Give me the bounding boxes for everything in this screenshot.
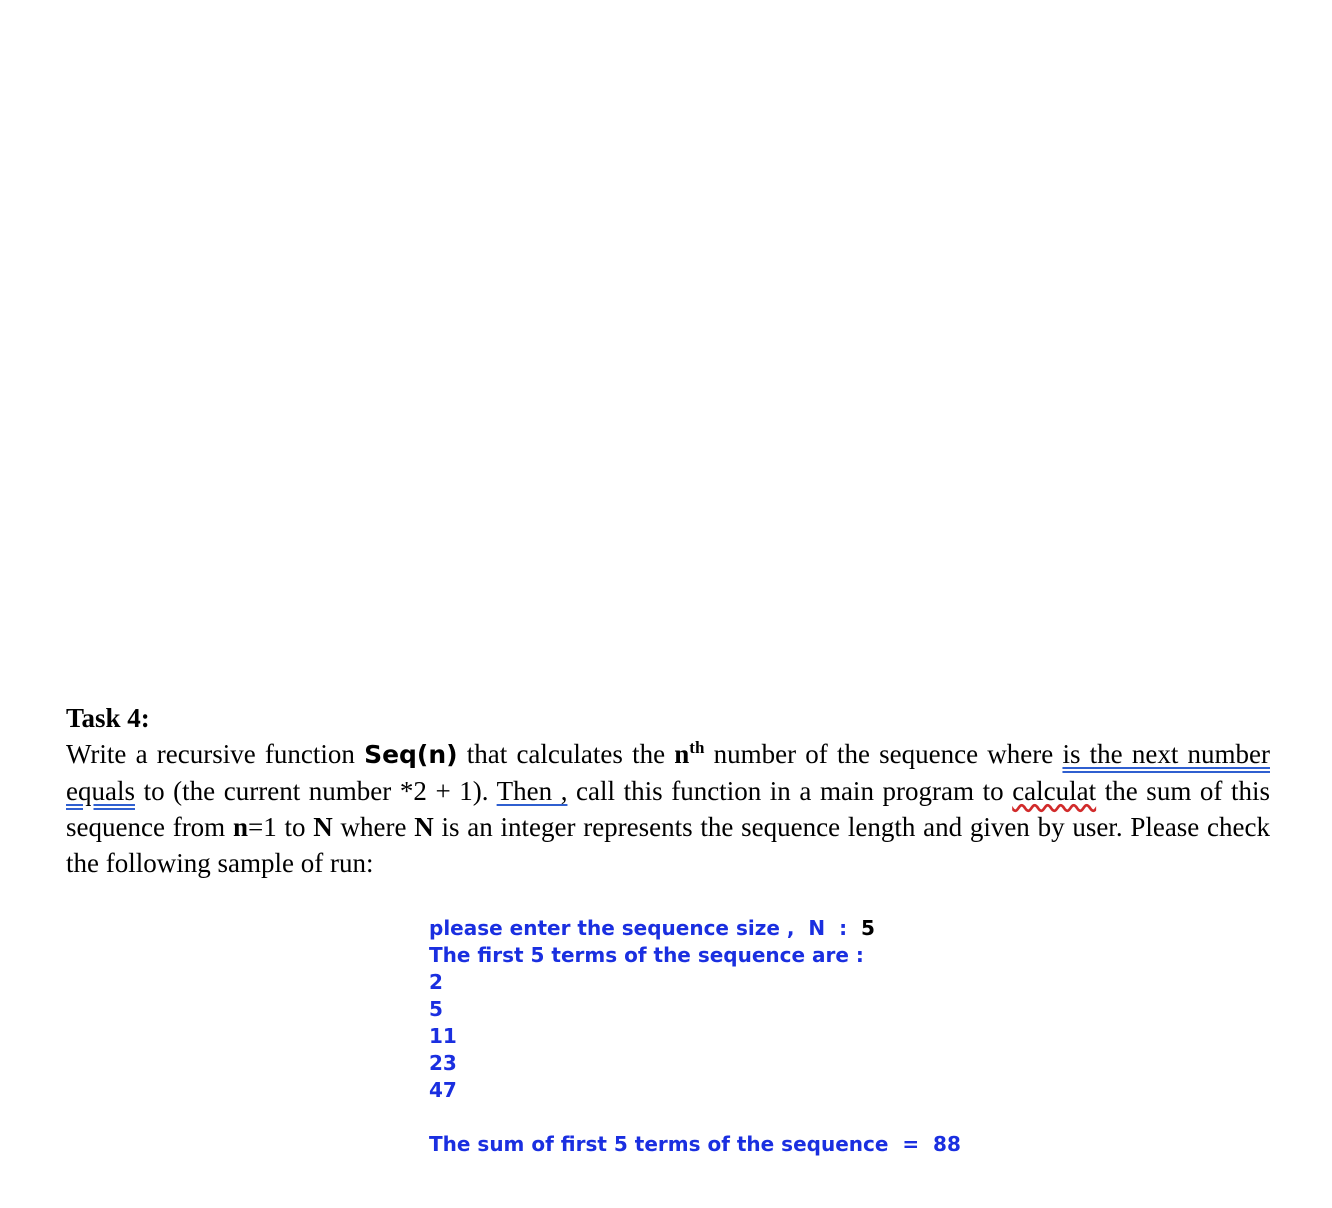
desc-text-9: the sum of this sequence from <box>66 776 1271 842</box>
nth-superscript: th <box>689 738 705 757</box>
var-n: n <box>232 812 248 842</box>
desc-text-3: number of the sequence where <box>704 739 1063 769</box>
user-input-value: 5 <box>861 916 875 940</box>
prompt-text: please enter the sequence size , N : <box>429 916 861 940</box>
nth-base: n <box>674 739 690 769</box>
function-name: Seq(n) <box>364 740 458 769</box>
grammar-underlined-phrase: is the next number equals <box>66 739 1270 806</box>
term-line: 47 <box>429 1078 457 1102</box>
desc-text-12: is an integer represents the sequence length and given by user. Please check the following sample of run: <box>66 812 1271 878</box>
term-line: 2 <box>429 970 443 994</box>
spelling-error-word: calculat <box>1012 776 1097 806</box>
term-line: 11 <box>429 1024 457 1048</box>
task-heading: Task 4: <box>66 703 150 733</box>
term-line: 5 <box>429 997 443 1021</box>
term-line: 23 <box>429 1051 457 1075</box>
desc-text-10: =1 to <box>247 812 314 842</box>
task-description <box>66 736 1270 881</box>
first-terms-line: The first 5 terms of the sequence are : <box>429 943 864 967</box>
desc-text-2: that calculates the <box>457 739 675 769</box>
sum-line: The sum of first 5 terms of the sequence = 88 <box>429 1132 961 1156</box>
desc-text-1: Write a recursive function <box>66 739 365 769</box>
var-N-2: N <box>414 812 434 842</box>
desc-text-11: where <box>332 812 415 842</box>
var-N: N <box>313 812 333 842</box>
blank-line <box>429 1104 961 1131</box>
desc-text-5: to (the current number *2 + 1). <box>134 776 497 806</box>
grammar-underlined-then: Then , <box>496 776 568 806</box>
desc-text-7: call this function in a main program to <box>567 776 1013 806</box>
task-document <box>66 700 1270 881</box>
prompt-line <box>429 915 961 942</box>
sample-run-output <box>429 915 961 1158</box>
